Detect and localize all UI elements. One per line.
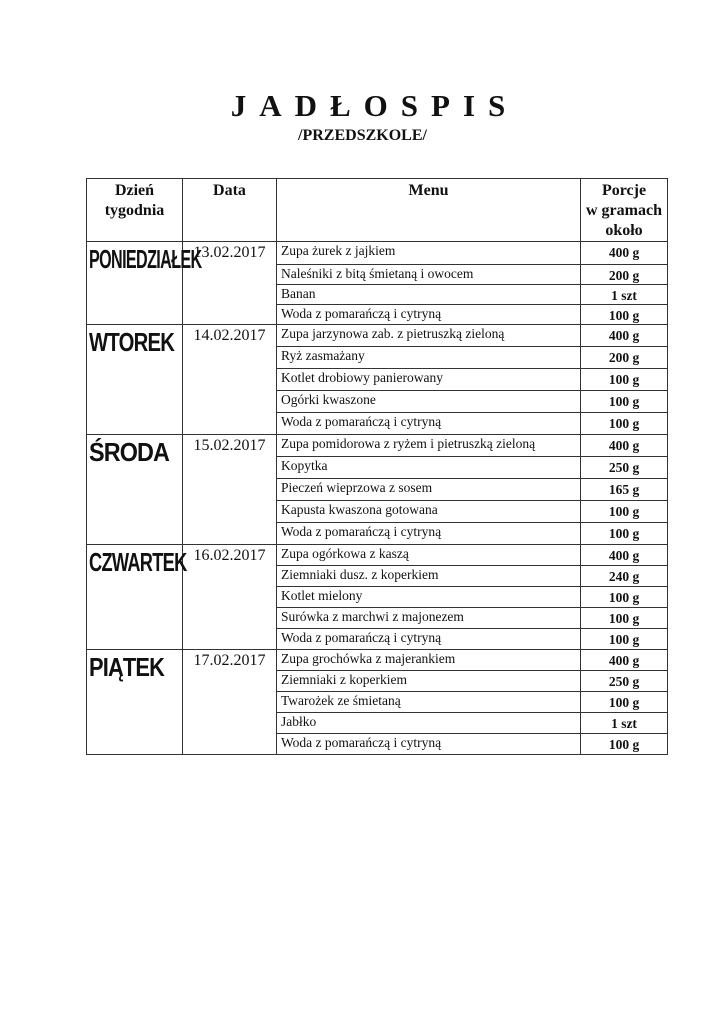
day-name: PONIEDZIAŁEK (89, 244, 202, 274)
menu-item: Woda z pomarańczą i cytryną (277, 305, 581, 325)
menu-item: Ryż zasmażany (277, 347, 581, 369)
header-portion-line2: w gramach (586, 202, 662, 219)
portion-value: 1 szt (581, 713, 668, 734)
menu-item: Twarożek ze śmietaną (277, 692, 581, 713)
header-portion (581, 179, 668, 242)
header-portion-line1: Porcje (601, 182, 647, 199)
page-subtitle: /PRZEDSZKOLE/ (298, 127, 427, 144)
menu-item: Jabłko (277, 713, 581, 734)
menu-item: Woda z pomarańczą i cytryną (277, 413, 581, 435)
portion-value: 200 g (581, 347, 668, 369)
menu-item: Banan (277, 285, 581, 305)
header-portion-line3: około (605, 222, 643, 239)
header-day-line2: tygodnia (104, 202, 165, 219)
menu-item: Ogórki kwaszone (277, 391, 581, 413)
day-name: WTOREK (89, 327, 175, 357)
page-title: JADŁOSPIS (230, 88, 519, 123)
portion-value: 240 g (581, 566, 668, 587)
menu-item: Zupa jarzynowa zab. z pietruszką zieloną (277, 325, 581, 347)
table-row (87, 435, 668, 457)
day-cell (87, 242, 202, 325)
day-cell (87, 435, 183, 545)
day-name: PIĄTEK (89, 652, 165, 682)
menu-item: Zupa pomidorowa z ryżem i pietruszką zieloną (277, 435, 581, 457)
portion-value: 100 g (581, 734, 668, 755)
table-row (87, 242, 668, 265)
header-day-line1: Dzień (114, 182, 155, 199)
date-cell: 17.02.2017 (183, 650, 277, 755)
portion-value: 200 g (581, 265, 668, 285)
menu-item: Surówka z marchwi z majonezem (277, 608, 581, 629)
portion-value: 100 g (581, 413, 668, 435)
menu-item: Zupa żurek z jajkiem (277, 242, 581, 265)
day-cell (87, 325, 183, 435)
portion-value: 100 g (581, 501, 668, 523)
portion-value: 100 g (581, 692, 668, 713)
menu-item: Kotlet drobiowy panierowany (277, 369, 581, 391)
date-cell: 13.02.2017 (183, 242, 277, 325)
table-row (87, 650, 668, 671)
header-menu: Menu (277, 179, 581, 242)
portion-value: 400 g (581, 242, 668, 265)
menu-item: Zupa ogórkowa z kaszą (277, 545, 581, 566)
portion-value: 165 g (581, 479, 668, 501)
date-cell: 15.02.2017 (183, 435, 277, 545)
menu-item: Ziemniaki z koperkiem (277, 671, 581, 692)
menu-body (87, 242, 668, 755)
table-row (87, 325, 668, 347)
portion-value: 1 szt (581, 285, 668, 305)
date-cell: 14.02.2017 (183, 325, 277, 435)
menu-table (86, 178, 668, 755)
menu-item: Pieczeń wieprzowa z sosem (277, 479, 581, 501)
portion-value: 100 g (581, 608, 668, 629)
portion-value: 100 g (581, 629, 668, 650)
menu-item: Woda z pomarańczą i cytryną (277, 734, 581, 755)
menu-item: Kotlet mielony (277, 587, 581, 608)
portion-value: 100 g (581, 391, 668, 413)
portion-value: 400 g (581, 435, 668, 457)
day-name: CZWARTEK (89, 547, 187, 577)
portion-value: 400 g (581, 650, 668, 671)
menu-item: Kopytka (277, 457, 581, 479)
date-cell: 16.02.2017 (183, 545, 277, 650)
portion-value: 100 g (581, 523, 668, 545)
menu-item: Zupa grochówka z majerankiem (277, 650, 581, 671)
portion-value: 100 g (581, 305, 668, 325)
day-cell (87, 545, 187, 650)
header-day (87, 179, 183, 242)
portion-value: 400 g (581, 325, 668, 347)
portion-value: 100 g (581, 587, 668, 608)
menu-item: Ziemniaki dusz. z koperkiem (277, 566, 581, 587)
menu-item: Woda z pomarańczą i cytryną (277, 629, 581, 650)
menu-item: Kapusta kwaszona gotowana (277, 501, 581, 523)
day-name: ŚRODA (89, 437, 170, 467)
day-cell (87, 650, 183, 755)
header-date: Data (183, 179, 277, 242)
portion-value: 100 g (581, 369, 668, 391)
portion-value: 250 g (581, 457, 668, 479)
table-row (87, 545, 668, 566)
header-row (87, 179, 668, 242)
portion-value: 250 g (581, 671, 668, 692)
portion-value: 400 g (581, 545, 668, 566)
menu-item: Naleśniki z bitą śmietaną i owocem (277, 265, 581, 285)
menu-item: Woda z pomarańczą i cytryną (277, 523, 581, 545)
